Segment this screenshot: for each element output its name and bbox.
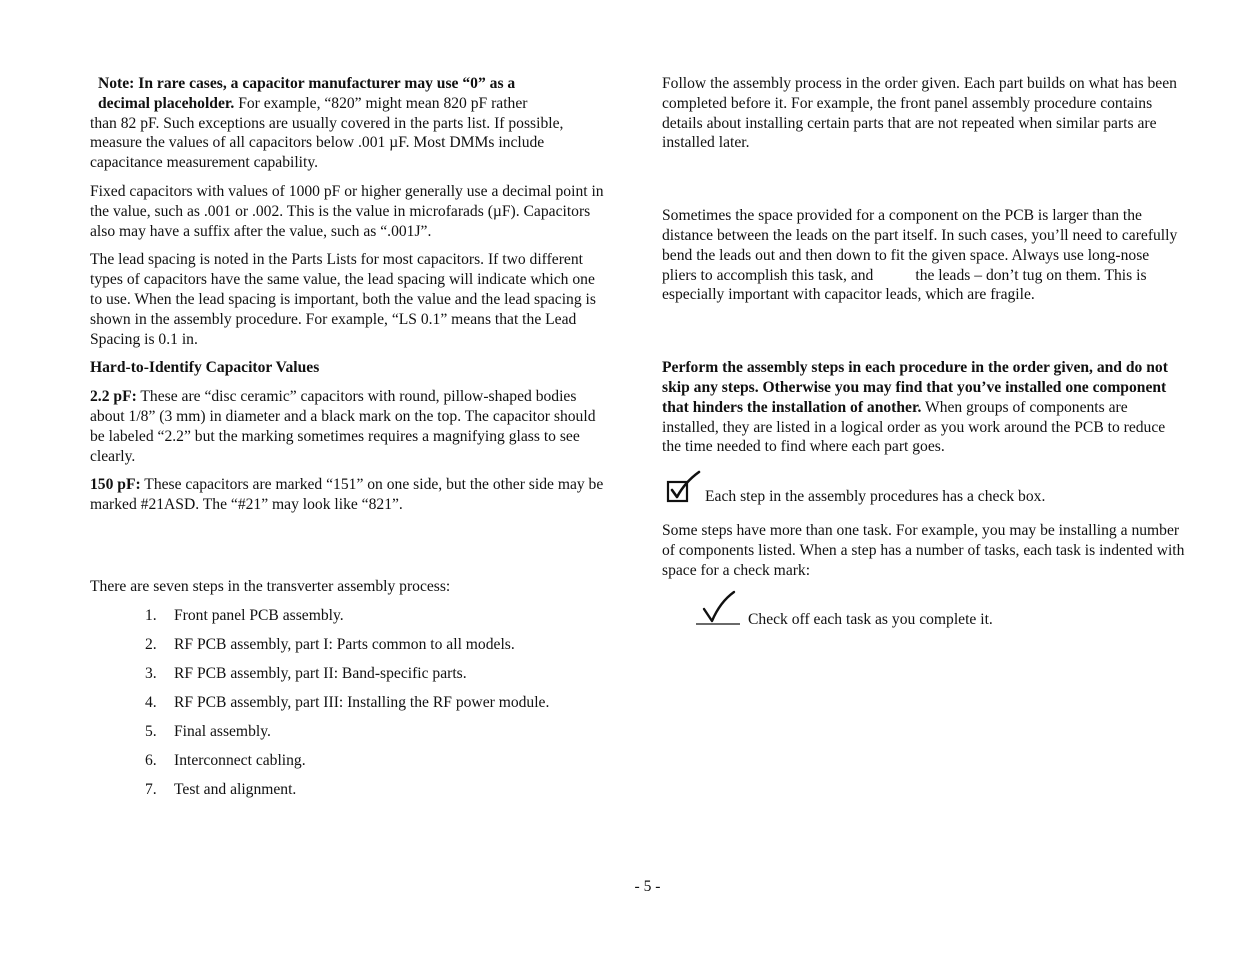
- item-2-2pf: [90, 387, 610, 466]
- note-paragraph: [90, 74, 610, 173]
- space-paragraph: [662, 206, 1187, 305]
- list-item: [90, 693, 610, 722]
- step-text: Final assembly.: [174, 722, 271, 740]
- page-number: - 5 -: [634, 878, 661, 895]
- check-mark-line-icon: [696, 590, 742, 626]
- list-item: [90, 722, 610, 751]
- right-column: [662, 74, 1187, 630]
- step-text: Interconnect cabling.: [174, 751, 306, 769]
- checked-box-icon: [666, 470, 702, 504]
- tick-example: [662, 590, 1187, 630]
- perform-paragraph: [662, 358, 1187, 457]
- steps-list: [90, 606, 610, 809]
- follow-order-paragraph: Follow the assembly process in the order given. Each part builds on what has been completed before it. For example, the front panel assembly procedure contains details about installing certain parts that are not repeated when similar parts are installed later.: [662, 75, 1177, 152]
- steps-intro: There are seven steps in the transverter assembly process:: [90, 577, 451, 595]
- step-number: 5.: [145, 722, 157, 740]
- note-bold-line-2: decimal placeholder.: [98, 94, 235, 112]
- step-text: Test and alignment.: [174, 780, 297, 798]
- list-item: [90, 606, 610, 635]
- perform-bold-text: Perform the assembly steps in each procedure in the order given, and do not skip any steps. Otherwise you may find that you’ve installed one component that hinders the installation of another.: [662, 359, 1168, 416]
- left-column: [90, 74, 610, 809]
- note-bold-line-1: Note: In rare cases, a capacitor manufacturer may use “0” as a: [98, 75, 516, 92]
- step-text: RF PCB assembly, part I: Parts common to all models.: [174, 635, 515, 653]
- step-number: 4.: [145, 693, 157, 711]
- list-item: [90, 780, 610, 809]
- space-text-2: the leads – don’t tug on them. This is especially important with capacitor leads, which are fragile.: [662, 266, 1147, 304]
- step-text: Front panel PCB assembly.: [174, 606, 344, 624]
- step-number: 7.: [145, 780, 157, 798]
- step-number: 2.: [145, 635, 157, 653]
- item-150pf-label: 150 pF:: [90, 476, 141, 494]
- checkbox-text: Each step in the assembly procedures has a check box.: [705, 488, 1046, 506]
- step-number: 3.: [145, 664, 157, 682]
- step-text: RF PCB assembly, part II: Band-specific parts.: [174, 664, 467, 682]
- lead-spacing-paragraph: The lead spacing is noted in the Parts Lists for most capacitors. If two different types of capacitors have the same value, the lead spacing will indicate which one to use. When the lead spacing is important, both the value and the lead spacing is shown in the assembly procedure. For example, “LS 0.1” means that the Lead Spacing is 0.1 in.: [90, 251, 596, 348]
- item-2-2pf-text: These are “disc ceramic” capacitors with round, pillow-shaped bodies about 1/8” (3 mm) in diameter and a black mark on the top. The capacitor should be labeled “2.2” but the marking sometimes requires a magnifying glass to see clearly.: [90, 388, 596, 465]
- list-item: [90, 635, 610, 664]
- step-number: 1.: [145, 606, 157, 624]
- item-2-2pf-label: 2.2 pF:: [90, 388, 137, 406]
- hard-to-identify-heading: Hard-to-Identify Capacitor Values: [90, 359, 320, 377]
- list-item: [90, 751, 610, 780]
- step-text: RF PCB assembly, part III: Installing the RF power module.: [174, 693, 550, 711]
- checkbox-example: [662, 477, 1187, 513]
- note-text-1: For example, “820” might mean 820 pF rather: [234, 94, 528, 112]
- some-steps-paragraph: Some steps have more than one task. For example, you may be installing a number of components listed. When a step has a number of tasks, each task is indented with space for a check mark:: [662, 522, 1185, 579]
- item-150pf-text: These capacitors are marked “151” on one side, but the other side may be marked #21ASD. The “#21” may look like “821”.: [90, 476, 604, 514]
- step-number: 6.: [145, 751, 157, 769]
- note-text-2: than 82 pF. Such exceptions are usually covered in the parts list. If possible, measure the values of all capacitors below .001 µF. Most DMMs include capacitance measurement capability.: [90, 114, 564, 172]
- perform-text: When groups of components are installed, they are listed in a logical order as you work around the PCB to reduce the time needed to find where each part goes.: [662, 398, 1166, 456]
- fixed-capacitors-paragraph: Fixed capacitors with values of 1000 pF or higher generally use a decimal point in the value, such as .001 or .002. This is the value in microfarads (µF). Capacitors also may have a suffix after the value, such as “.001J”.: [90, 182, 604, 240]
- list-item: [90, 664, 610, 693]
- space-text-1: Sometimes the space provided for a component on the PCB is larger than the distance between the leads on the part itself. In such cases, you’ll need to carefully bend the leads out and then down to fit the given space. Always use long-nose pliers to accomplish this task, and: [662, 207, 1178, 284]
- item-150pf: [90, 475, 610, 515]
- tick-text: Check off each task as you complete it.: [748, 610, 993, 628]
